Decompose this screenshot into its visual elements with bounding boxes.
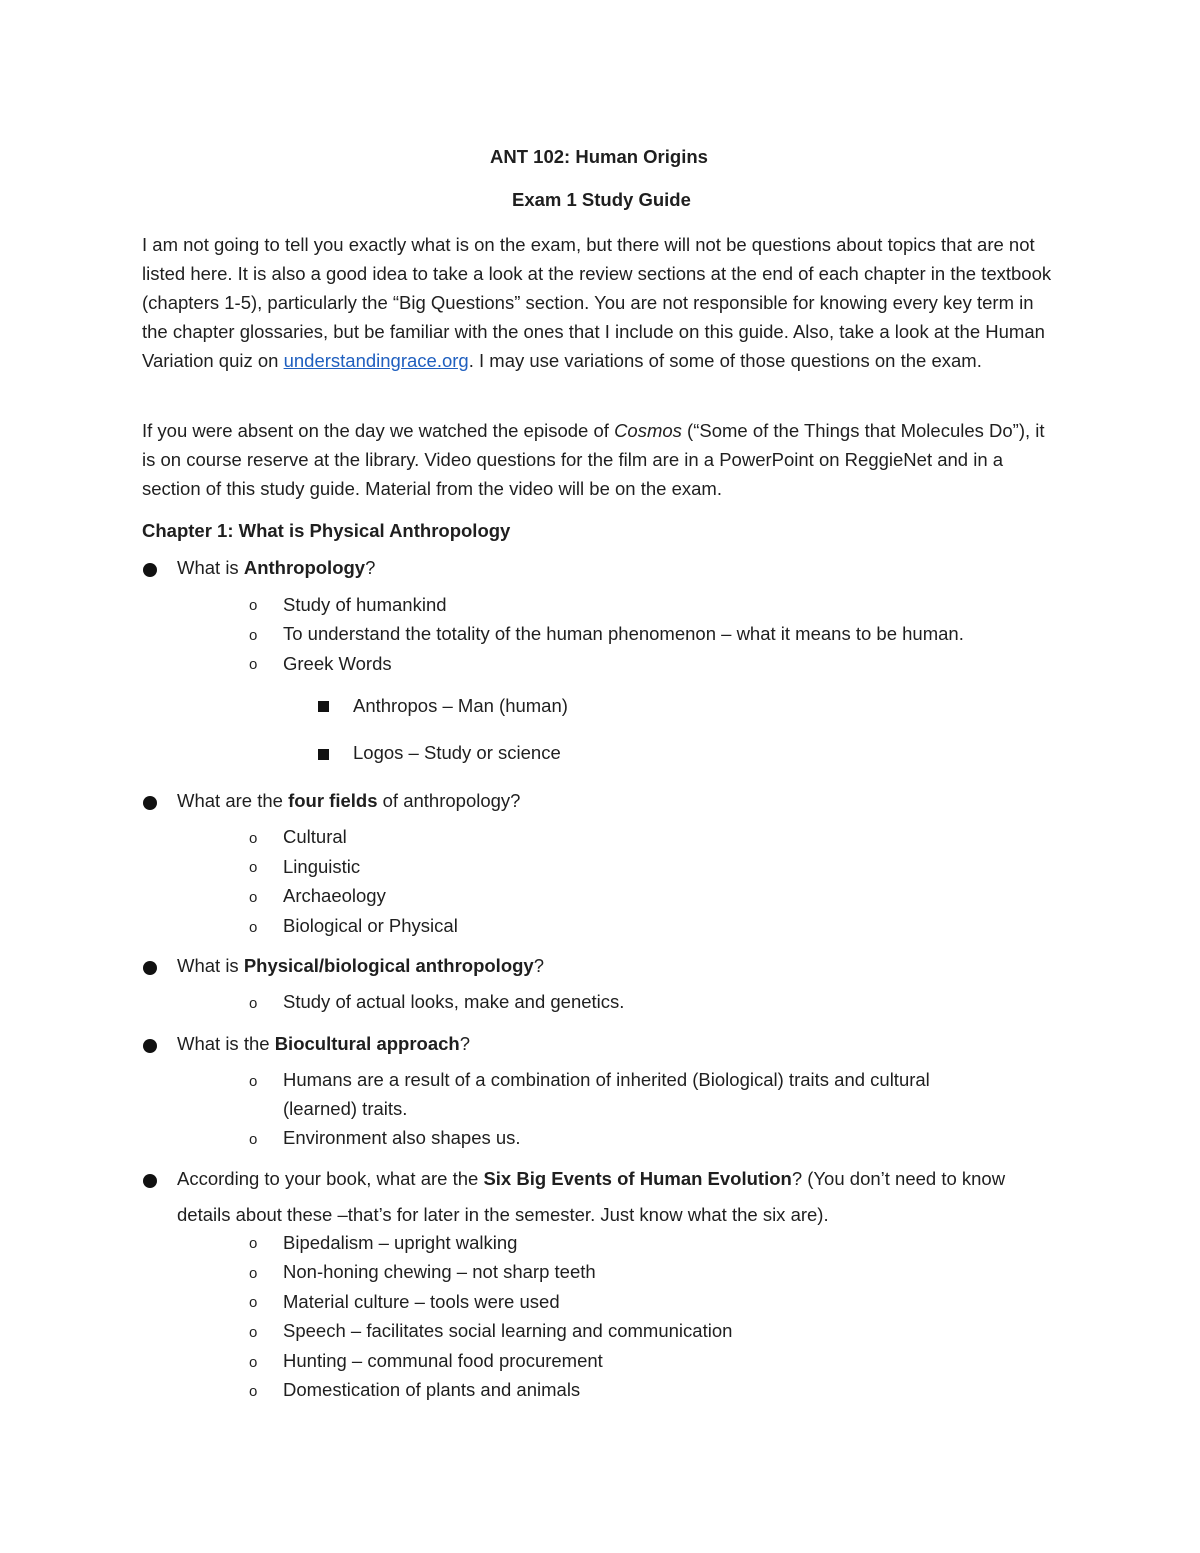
cosmos-title: Cosmos xyxy=(614,420,682,441)
list-item: Humans are a result of a combination of inherited (Biological) traits and cultural xyxy=(283,1069,930,1090)
question-biocultural: What is the Biocultural approach? xyxy=(177,1033,471,1054)
list-item: To understand the totality of the human phenomenon – what it means to be human. xyxy=(283,623,964,644)
square-bullet-icon xyxy=(318,749,329,760)
page-title: ANT 102: Human Origins xyxy=(490,146,708,167)
circle-bullet-icon: o xyxy=(249,919,258,936)
list-item: Greek Words xyxy=(283,653,392,674)
bullet-icon xyxy=(143,796,157,810)
circle-bullet-icon: o xyxy=(249,1383,258,1400)
bullet-icon xyxy=(143,563,157,577)
list-item: Cultural xyxy=(283,826,347,847)
understandingrace-link[interactable]: understandingrace.org xyxy=(283,350,469,371)
list-item: Bipedalism – upright walking xyxy=(283,1232,518,1253)
list-item: Material culture – tools were used xyxy=(283,1291,560,1312)
circle-bullet-icon: o xyxy=(249,627,258,644)
list-item: Biological or Physical xyxy=(283,915,458,936)
bullet-icon xyxy=(143,1039,157,1053)
circle-bullet-icon: o xyxy=(249,889,258,906)
sub-list-item: Anthropos – Man (human) xyxy=(353,695,568,716)
question-physical-anthropology: What is Physical/biological anthropology? xyxy=(177,955,545,976)
list-item: Hunting – communal food procurement xyxy=(283,1350,603,1371)
circle-bullet-icon: o xyxy=(249,1324,258,1341)
list-item: Study of actual looks, make and genetics. xyxy=(283,991,625,1012)
circle-bullet-icon: o xyxy=(249,1131,258,1148)
list-item: Speech – facilitates social learning and communication xyxy=(283,1320,733,1341)
circle-bullet-icon: o xyxy=(249,597,258,614)
circle-bullet-icon: o xyxy=(249,1265,258,1282)
intro-paragraph-1 xyxy=(142,230,1052,375)
intro-text-1a: I am not going to tell you exactly what is on the exam, but there will not be questions about topics that are not listed here. It is also a good idea to take a look at the review sections at the end of each chapter in the textbook (chapters 1-5), particularly the “Big Questions” section. You are not responsible for knowing every key term in the chapter glossaries, but be familiar with the ones that I include on this guide. Also, take a look at the Human Variation quiz on xyxy=(142,234,1052,371)
circle-bullet-icon: o xyxy=(249,656,258,673)
question-four-fields: What are the four fields of anthropology? xyxy=(177,790,521,811)
bullet-icon xyxy=(143,1174,157,1188)
question-six-big-events: According to your book, what are the Six Big Events of Human Evolution? (You don’t need to know xyxy=(177,1168,1006,1189)
intro-paragraph-2 xyxy=(142,416,1052,503)
circle-bullet-icon: o xyxy=(249,1073,258,1090)
list-item-continuation: (learned) traits. xyxy=(283,1098,408,1119)
intro-text-1b: . I may use variations of some of those questions on the exam. xyxy=(468,350,982,371)
square-bullet-icon xyxy=(318,701,329,712)
page-subtitle: Exam 1 Study Guide xyxy=(512,189,691,210)
sub-list-item: Logos – Study or science xyxy=(353,742,561,763)
list-item: Non-honing chewing – not sharp teeth xyxy=(283,1261,596,1282)
question-six-big-events-line2: details about these –that’s for later in the semester. Just know what the six are). xyxy=(177,1204,829,1225)
list-item: Archaeology xyxy=(283,885,386,906)
circle-bullet-icon: o xyxy=(249,995,258,1012)
circle-bullet-icon: o xyxy=(249,1294,258,1311)
intro-text-2b: (“Some of the Things that Molecules Do”), it is on course reserve at the library. Video questions for the film are in a PowerPoint on ReggieNet and in a section of this study guide. Material from the video will be on the exam. xyxy=(142,420,1045,499)
circle-bullet-icon: o xyxy=(249,859,258,876)
list-item: Study of humankind xyxy=(283,594,447,615)
bullet-icon xyxy=(143,961,157,975)
chapter-heading: Chapter 1: What is Physical Anthropology xyxy=(142,520,511,541)
list-item: Linguistic xyxy=(283,856,361,877)
intro-text-2a: If you were absent on the day we watched the episode of xyxy=(142,420,615,441)
circle-bullet-icon: o xyxy=(249,1354,258,1371)
circle-bullet-icon: o xyxy=(249,830,258,847)
list-item: Domestication of plants and animals xyxy=(283,1379,581,1400)
circle-bullet-icon: o xyxy=(249,1235,258,1252)
list-item: Environment also shapes us. xyxy=(283,1127,521,1148)
question-anthropology: What is Anthropology? xyxy=(177,557,376,578)
